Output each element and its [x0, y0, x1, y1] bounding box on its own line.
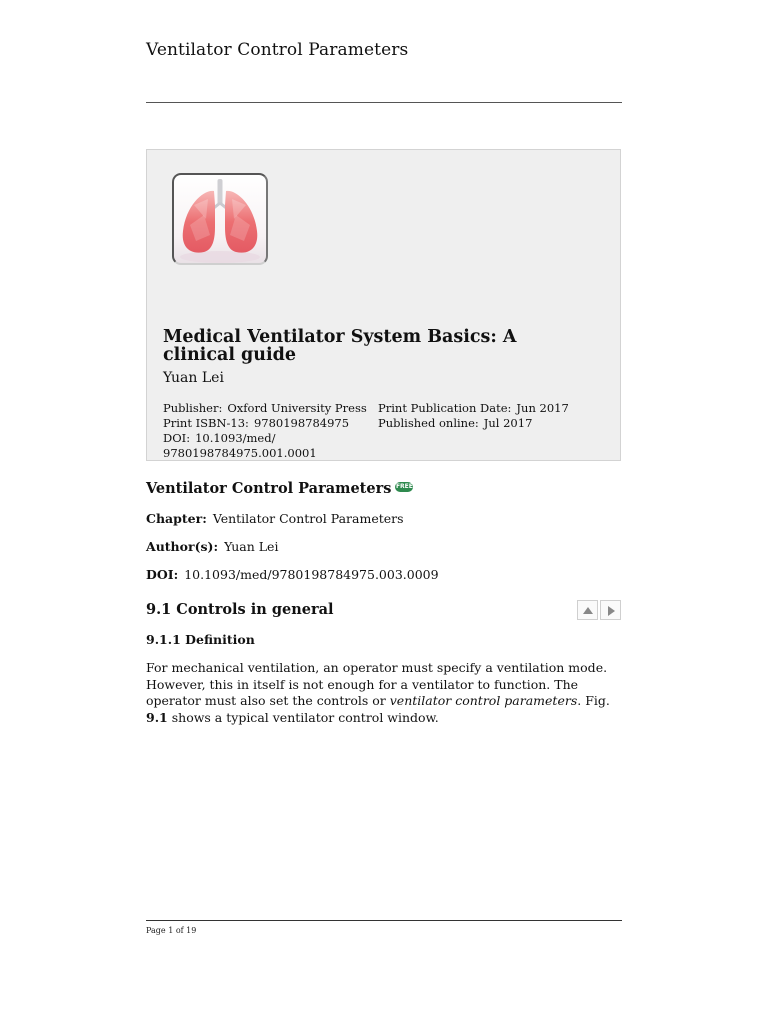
page-running-title: Ventilator Control Parameters: [146, 40, 409, 60]
next-section-button[interactable]: [600, 600, 621, 620]
chapter-heading: [146, 480, 413, 497]
book-info-card: [146, 149, 621, 461]
triangle-up-icon: [583, 606, 593, 615]
free-badge: FREE: [395, 483, 413, 490]
page-number: Page 1 of 19: [146, 926, 197, 935]
scroll-up-button[interactable]: [577, 600, 598, 620]
doi-field: DOI: 10.1093/med/9780198784975.003.0009: [146, 567, 439, 582]
header-divider: [146, 102, 622, 103]
footer-divider: [146, 920, 622, 921]
chapter-heading-text: Ventilator Control Parameters: [146, 480, 392, 497]
meta-publisher: Publisher: Oxford University Press: [163, 401, 367, 415]
lungs-icon: [174, 175, 266, 263]
subsection-heading: 9.1.1 Definition: [146, 632, 255, 647]
meta-online-date: Published online: Jul 2017: [378, 416, 533, 430]
authors-field: Author(s): Yuan Lei: [146, 539, 279, 554]
book-author: Yuan Lei: [163, 370, 224, 386]
italic-term: ventilator control parameters: [389, 693, 578, 709]
meta-isbn: Print ISBN-13: 9780198784975: [163, 416, 350, 430]
chapter-field: Chapter: Ventilator Control Parameters: [146, 511, 404, 526]
book-meta-left: [163, 401, 378, 461]
triangle-right-icon: [606, 606, 616, 616]
meta-print-date: Print Publication Date: Jun 2017: [378, 401, 569, 415]
meta-doi: DOI: 10.1093/med/ 9780198784975.001.0001: [163, 431, 317, 460]
book-title[interactable]: Medical Ventilator System Basics: A clinical guide: [163, 327, 517, 365]
book-cover[interactable]: [172, 173, 268, 265]
figure-ref-link[interactable]: 9.1: [146, 709, 168, 725]
body-paragraph: For mechanical ventilation, an operator must specify a ventilation mode. However, this in itself is not enough for a ventilator to function. The operator must also set the controls or ventilator control parameters. Fig. 9.1 shows a typical ventilator control window.: [146, 660, 610, 725]
section-heading: 9.1 Controls in general: [146, 601, 334, 618]
book-meta-right: [378, 401, 608, 431]
